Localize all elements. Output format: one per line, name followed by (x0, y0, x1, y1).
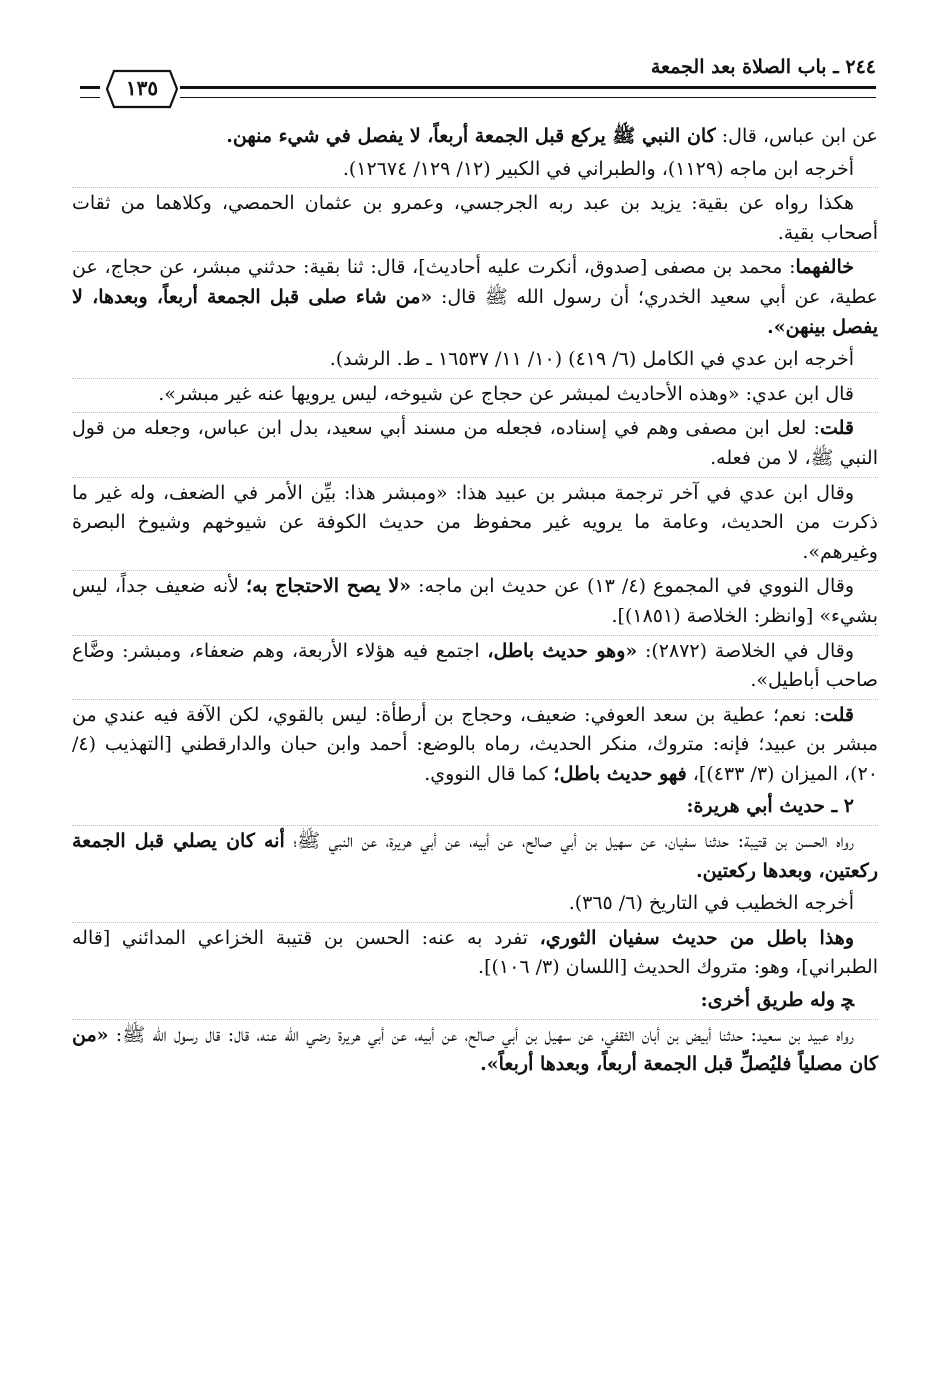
bold-text: ٢ ـ حديث أبي هريرة: (686, 795, 854, 818)
text-run: كما قال النووي. (424, 762, 554, 785)
page-body (72, 122, 878, 1083)
paragraph-p2 (72, 155, 878, 185)
text-run: هكذا رواه عن بقية: يزيد بن عبد ربه الجرجسي، وعمرو بن عثمان الحمصي، وكلاهما من ثقات أصحاب بقية. (72, 192, 878, 244)
paragraph-p5 (72, 345, 878, 375)
paragraph-p7 (72, 412, 878, 473)
chapter-title: ٢٤٤ ـ باب الصلاة بعد الجمعة (650, 56, 876, 78)
paragraph-p9 (72, 570, 878, 631)
text-run: : لعل ابن مصفى وهم في إسناده، فجعله من مسند أبي سعيد، بدل ابن عباس، وجعله من قول النبي ﷺ، لا من فعله. (72, 417, 878, 469)
bold-text: أنه كان يصلي قبل الجمعة ركعتين، وبعدها ركعتين. (72, 830, 878, 882)
header-rule-left (80, 86, 100, 98)
text-run: : نعم؛ عطية بن سعد العوفي: ضعيف، وحجاج بن أرطأة: ليس بالقوي، لكن الآفة فيه عندي من مبشر بن عبيد؛ فإنه: متروك، منكر الحديث، رماه بالوضع: أحمد وابن حبان والدارقطني [التهذيب (٤/ ٢٠)، الميزان (٣/ ٤٣٣)]، (72, 703, 878, 785)
bold-text: «لا يصح الاحتجاج به؛ (246, 575, 412, 598)
page-number-badge (106, 68, 178, 110)
text-run: عن ابن عباس، قال: (715, 125, 878, 147)
bold-text: خالفهما (795, 256, 854, 279)
text-run: وقال النووي في المجموع (٤/ ١٣) عن حديث ابن ماجه: (411, 575, 855, 598)
paragraph-p10 (72, 635, 878, 696)
bold-text: «من كان مصلياً فليُصلِّ قبل الجمعة أربعاً، وبعدها أربعاً». (72, 1023, 878, 1076)
text-run: وقال ابن عدي في آخر ترجمة مبشر بن عبيد هذا: «ومبشر هذا: بيِّن الأمر في الضعف، وله غير ما ذكرت من الحديث، وعامة ما يرويه غير محفوظ من حديث الكوفة عن شيوخهم وشيوخ البصرة وغيرهم». (72, 481, 878, 563)
text-run: رواه عبيد بن سعيد: حدثنا أبيض بن أبان الثقفي، عن سهيل بن أبي صالح، عن أبيه، عن أبي هريرة رضي الله عنه، قال: قال رسول الله ﷺ: (108, 1023, 854, 1046)
text-run: لأنه ضعيف جداً، ليس بشيء» [وانظر: الخلاصة (١٨٥١)]. (72, 575, 878, 627)
text-run: وقال في الخلاصة (٢٨٧٢): (637, 639, 854, 662)
text-run: أخرجه ابن ماجه (١١٢٩)، والطبراني في الكبير (١٢/ ١٢٩/ ١٢٦٧٤). (342, 157, 854, 180)
text-run: أخرجه الخطيب في التاريخ (٦/ ٣٦٥). (568, 892, 854, 915)
text-run: أخرجه ابن عدي في الكامل (٦/ ٤١٩) (١٠/ ١١/ ١٦٥٣٧ ـ ط. الرشد). (329, 348, 854, 371)
bold-text: «وهو حديث باطل، (487, 639, 638, 662)
paragraph-p6 (72, 378, 878, 410)
text-run: : محمد بن مصفى [صدوق، أنكرت عليه أحاديث]، قال: ثنا بقية: حدثني مبشر، عن حجاج، عن عطية، عن أبي سعيد الخدري؛ أن رسول الله ﷺ قال: (72, 256, 878, 308)
paragraph-p16 (72, 986, 878, 1016)
paragraph-p17 (72, 1019, 878, 1080)
text-run: اجتمع فيه هؤلاء الأربعة، وهم ضعفاء، ومبشر: وضَّاع صاحب أباطيل». (72, 639, 878, 692)
bold-text: فهو حديث باطل؛ (553, 762, 687, 785)
page-header (70, 52, 876, 108)
paragraph-p15 (72, 922, 878, 983)
bold-text: قلت (819, 417, 854, 440)
paragraph-p4 (72, 251, 878, 342)
paragraph-p8 (72, 477, 878, 568)
paragraph-p14 (72, 889, 878, 919)
text-run: قال ابن عدي: «وهذه الأحاديث لمبشر عن حجاج عن شيوخه، ليس يرويها عنه غير مبشر». (158, 382, 854, 405)
bold-text: كان النبي ﷺ يركع قبل الجمعة أربعاً، لا يفصل في شيء منهن. (226, 125, 716, 147)
paragraph-p1 (72, 122, 878, 152)
text-run: تفرد به عنه: الحسن بن قتيبة الخزاعي المدائني [قاله الطبراني]، وهو: متروك الحديث [اللسان (٣/ ١٠٦)]. (72, 926, 878, 979)
bold-text: «من شاء صلى قبل الجمعة أربعاً، وبعدها، لا يفصل بينهن». (72, 285, 878, 338)
page-number: ١٣٥ (125, 76, 159, 100)
bold-text: ﭽ وله طريق أخرى: (700, 989, 854, 1012)
paragraph-p11 (72, 699, 878, 790)
header-rule (180, 86, 876, 98)
paragraph-p12 (72, 792, 878, 822)
text-run: رواه الحسن بن قتيبة: حدثنا سفيان، عن سهيل بن أبي صالح، عن أبيه، عن أبي هريرة، عن النبي ﷺ؛ (284, 830, 855, 853)
bold-text: وهذا باطل من حديث سفيان الثوري، (539, 926, 854, 949)
paragraph-p13 (72, 825, 878, 886)
paragraph-p3 (72, 187, 878, 248)
bold-text: قلت (819, 703, 854, 726)
